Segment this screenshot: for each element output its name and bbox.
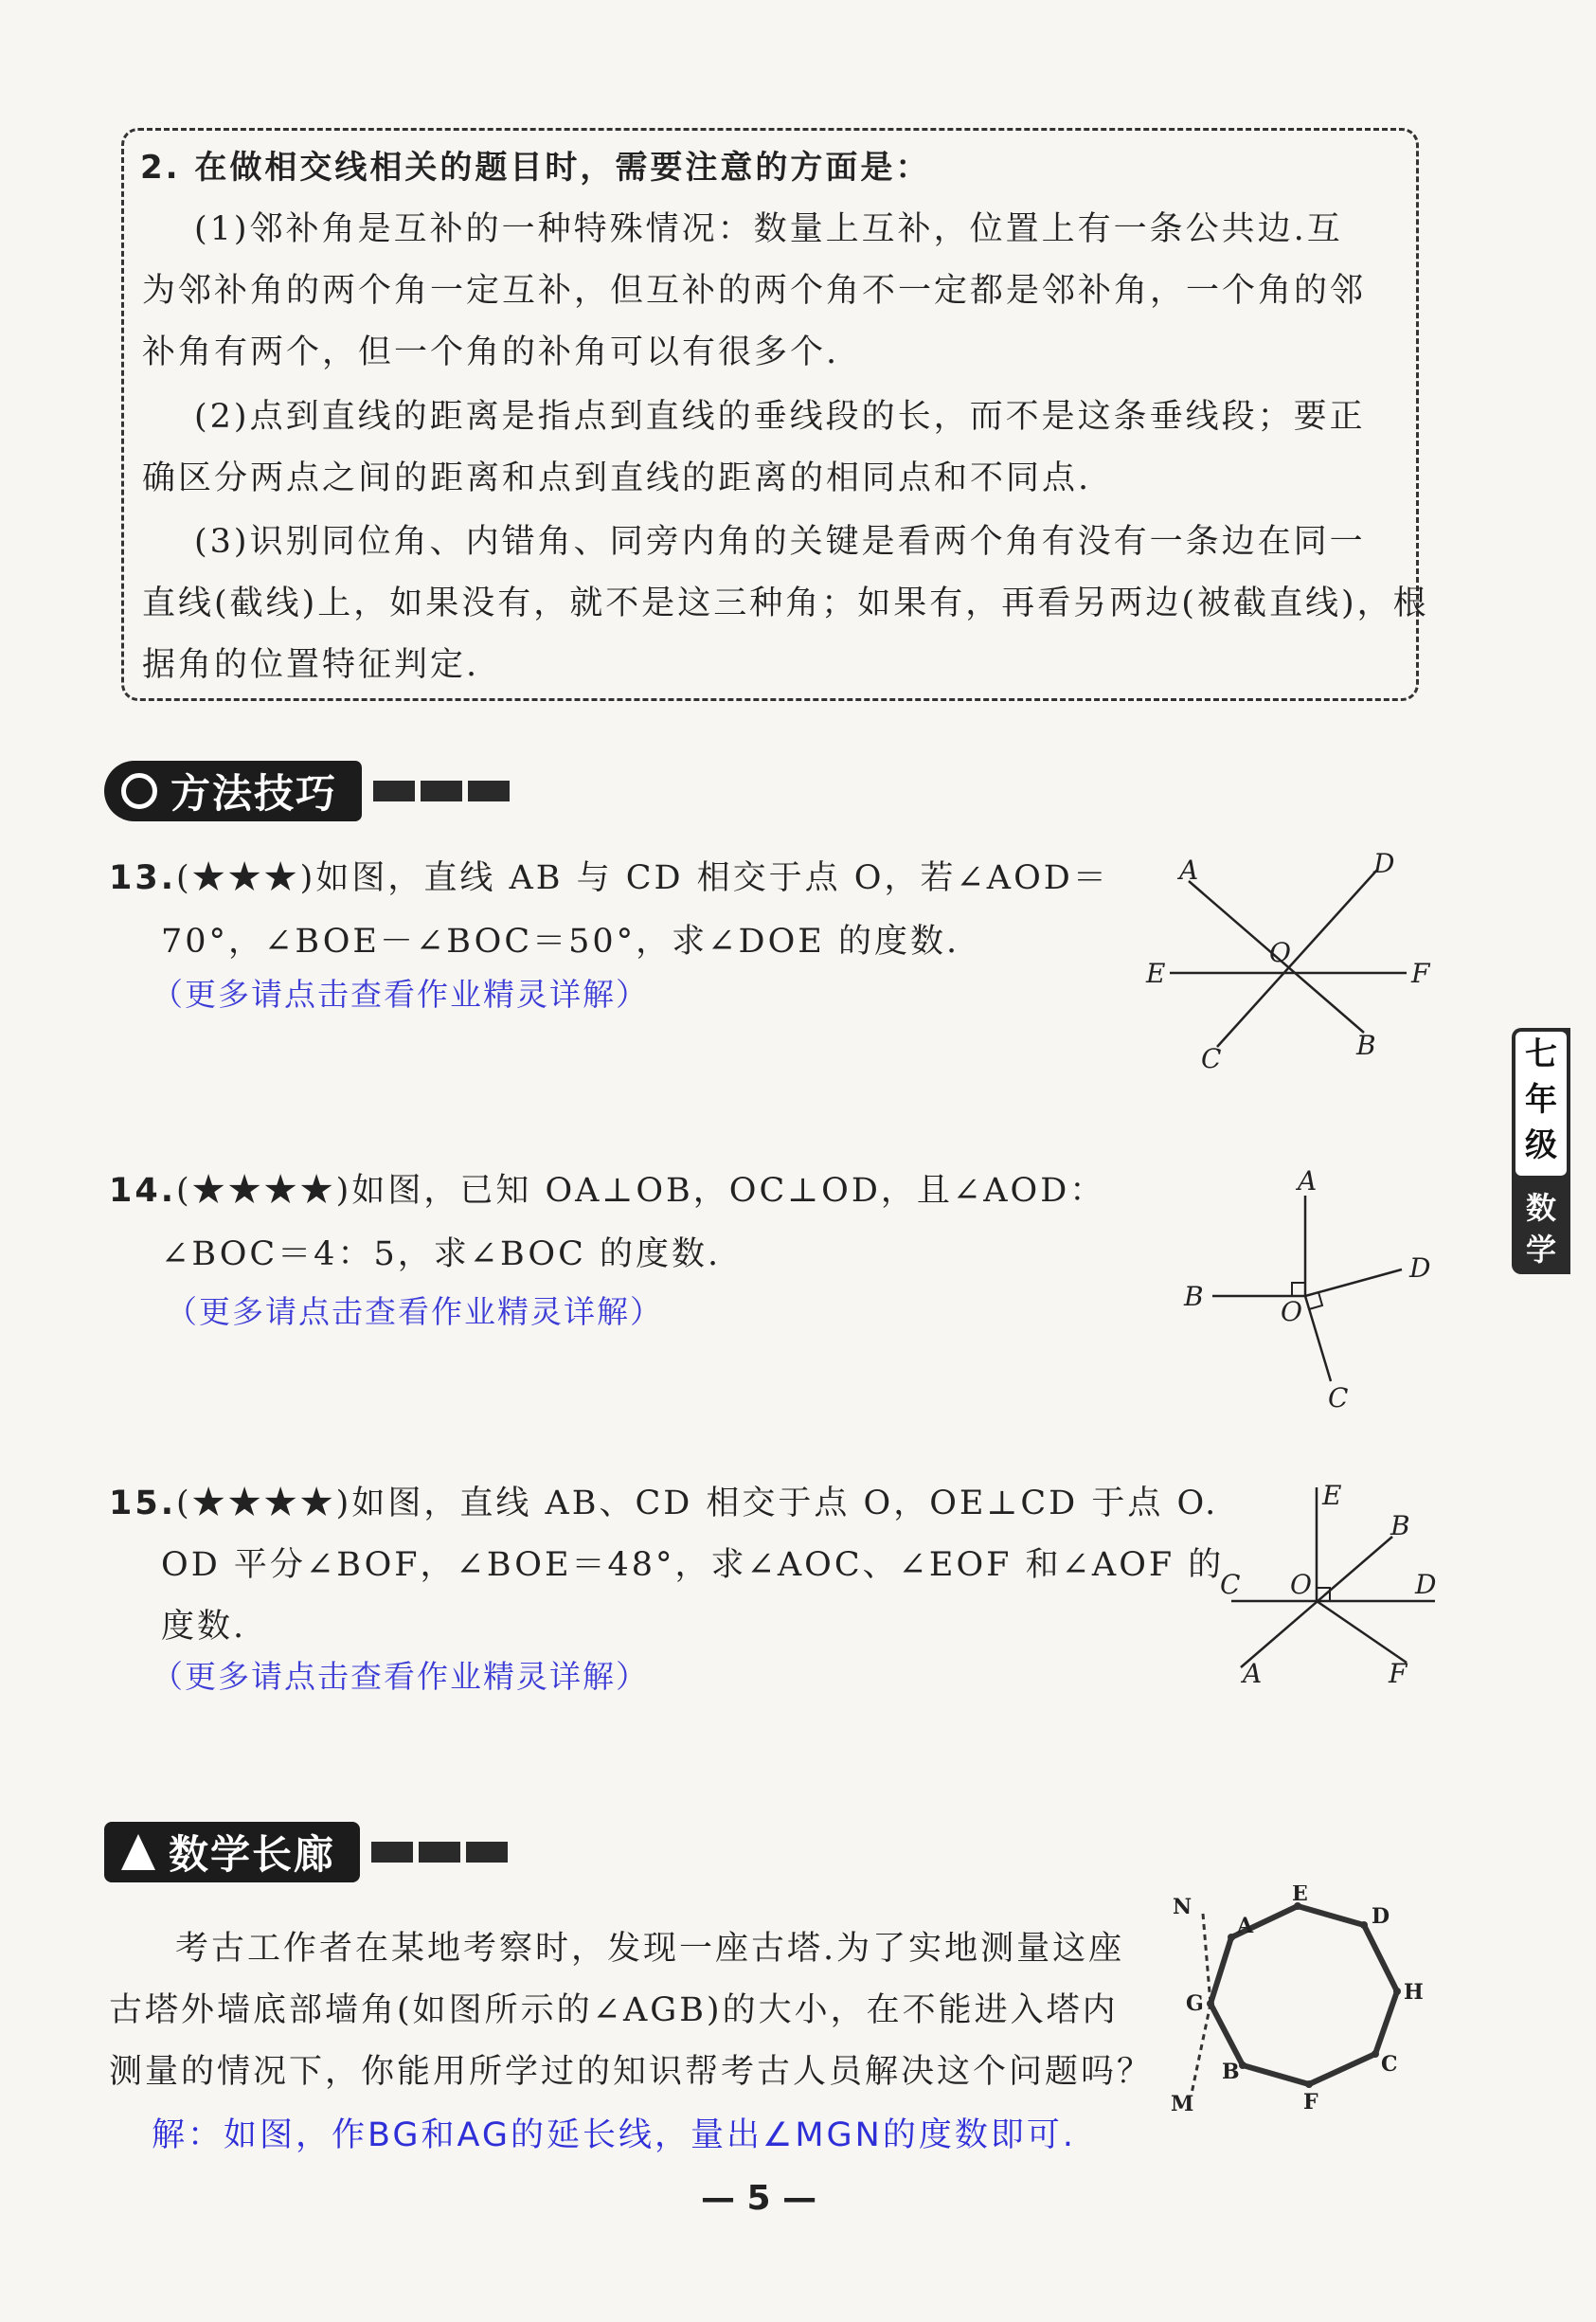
question-number: 15. [109, 1485, 177, 1522]
label-d: D [1415, 1569, 1437, 1600]
label-c: C [1381, 2052, 1398, 2077]
side-tab-char: 级 [1525, 1126, 1557, 1164]
detail-link[interactable]: （更多请点击查看作业精灵详解） [152, 1658, 649, 1695]
label-c: C [1201, 1043, 1222, 1074]
gallery-line3: 测量的情况下，你能用所学过的知识帮考古人员解决这个问题吗？ [109, 2053, 1154, 2091]
notes-line: 据角的位置特征判定. [142, 646, 480, 684]
label-a: A [1179, 855, 1199, 886]
notes-line: (3)识别同位角、内错角、同旁内角的关键是看两个角有没有一条边在同一 [194, 523, 1366, 561]
label-g: G [1186, 1991, 1204, 2016]
side-tab-subject [1512, 1187, 1570, 1270]
gallery-line2: 古塔外墙底部墙角(如图所示的∠AGB)的大小，在不能进入塔内 [109, 1991, 1119, 2029]
label-e: E [1322, 1480, 1342, 1511]
question-text: (★★★★)如图，已知 OA⊥OB，OC⊥OD，且∠AOD： [176, 1172, 1106, 1210]
notes-line: 补角有两个，但一个角的补角可以有很多个. [142, 333, 840, 371]
section-title: 数学长廊 [169, 1831, 336, 1878]
banner-stripes [366, 1842, 508, 1863]
figure-q15 [1203, 1478, 1449, 1686]
question-14-line2: ∠BOC＝4：5，求∠BOC 的度数. [161, 1235, 722, 1273]
label-c: C [1328, 1382, 1349, 1412]
figure-q13 [1137, 848, 1440, 1075]
extension-ag [1192, 2004, 1210, 2094]
side-tab-grade [1515, 1032, 1567, 1176]
question-13-line2: 70°，∠BOE－∠BOC＝50°，求∠DOE 的度数. [161, 923, 960, 961]
figure-q14 [1175, 1165, 1459, 1412]
gallery-line1: 考古工作者在某地考察时，发现一座古塔.为了实地测量这座 [175, 1930, 1125, 1968]
label-h: H [1404, 1980, 1424, 2005]
label-f: F [1389, 1658, 1408, 1686]
label-a: A [1243, 1658, 1263, 1686]
detail-link[interactable]: （更多请点击查看作业精灵详解） [166, 1293, 663, 1330]
notes-line: 直线(截线)上，如果没有，就不是这三种角；如果有，再看另两边(被截直线)，根 [142, 585, 1429, 622]
side-tab [1512, 1028, 1570, 1274]
page-number: — 5 — [701, 2179, 817, 2218]
extension-bg [1203, 1914, 1210, 2004]
side-tab-char: 学 [1525, 1232, 1556, 1268]
compass-icon [121, 1834, 155, 1870]
question-text: (★★★★)如图，直线 AB、CD 相交于点 O，OE⊥CD 于点 O. [176, 1485, 1219, 1522]
label-n: N [1173, 1895, 1193, 1919]
question-13-line1 [109, 857, 1109, 899]
label-b: B [1356, 1030, 1376, 1061]
gallery-solution: 解：如图，作BG和AG的延长线，量出∠MGN的度数即可. [152, 2116, 1076, 2154]
section-title: 方法技巧 [170, 770, 338, 817]
question-text: (★★★)如图，直线 AB 与 CD 相交于点 O，若∠AOD＝ [176, 859, 1109, 897]
banner-stripes [368, 781, 510, 801]
question-14-line1 [109, 1170, 1105, 1212]
notes-line: (1)邻补角是互补的一种特殊情况：数量上互补，位置上有一条公共边.互 [194, 210, 1343, 248]
notes-line: 为邻补角的两个角一定互补，但互补的两个角不一定都是邻补角，一个角的邻 [142, 272, 1367, 310]
figure-tower [1165, 1885, 1440, 2122]
label-d: D [1373, 848, 1395, 879]
banner-pill [104, 1822, 360, 1882]
label-a: A [1237, 1914, 1254, 1938]
label-o: O [1290, 1569, 1312, 1600]
label-m: M [1171, 2092, 1194, 2116]
notes-line: 确区分两点之间的距离和点到直线的距离的相同点和不同点. [142, 459, 1092, 497]
side-tab-char: 年 [1525, 1081, 1557, 1119]
label-b: B [1222, 2060, 1240, 2084]
ray-od [1305, 1269, 1402, 1296]
detail-link[interactable]: （更多请点击查看作业精灵详解） [152, 976, 649, 1013]
label-b: B [1184, 1281, 1204, 1312]
question-number: 14. [109, 1172, 177, 1210]
label-e: E [1292, 1885, 1308, 1906]
question-15-line2: OD 平分∠BOF，∠BOE＝48°，求∠AOC、∠EOF 和∠AOF 的 [161, 1546, 1225, 1584]
question-15-line3: 度数. [161, 1608, 247, 1646]
banner-pill [104, 761, 362, 821]
label-a: A [1298, 1165, 1318, 1197]
label-o: O [1281, 1296, 1302, 1327]
label-f: F [1303, 2090, 1318, 2115]
lock-icon [121, 773, 157, 809]
question-15-line1 [109, 1483, 1218, 1524]
label-d: D [1372, 1904, 1390, 1929]
label-e: E [1146, 958, 1166, 989]
label-d: D [1409, 1252, 1431, 1284]
line-cd [1217, 869, 1378, 1047]
right-angle-mark [1292, 1283, 1305, 1296]
label-o: O [1269, 937, 1291, 968]
label-f: F [1411, 958, 1430, 989]
notes-line: (2)点到直线的距离是指点到直线的垂线段的长，而不是这条垂线段；要正 [194, 398, 1366, 436]
question-number: 13. [109, 859, 177, 897]
label-b: B [1390, 1510, 1410, 1541]
label-c: C [1220, 1569, 1241, 1600]
side-tab-char: 七 [1525, 1035, 1557, 1073]
section-banner-gallery [104, 1819, 508, 1885]
side-tab-char: 数 [1525, 1190, 1556, 1226]
section-banner-methods [104, 758, 510, 824]
notes-heading: 2. 在做相交线相关的题目时，需要注意的方面是： [140, 149, 931, 187]
ray-of [1317, 1601, 1407, 1663]
